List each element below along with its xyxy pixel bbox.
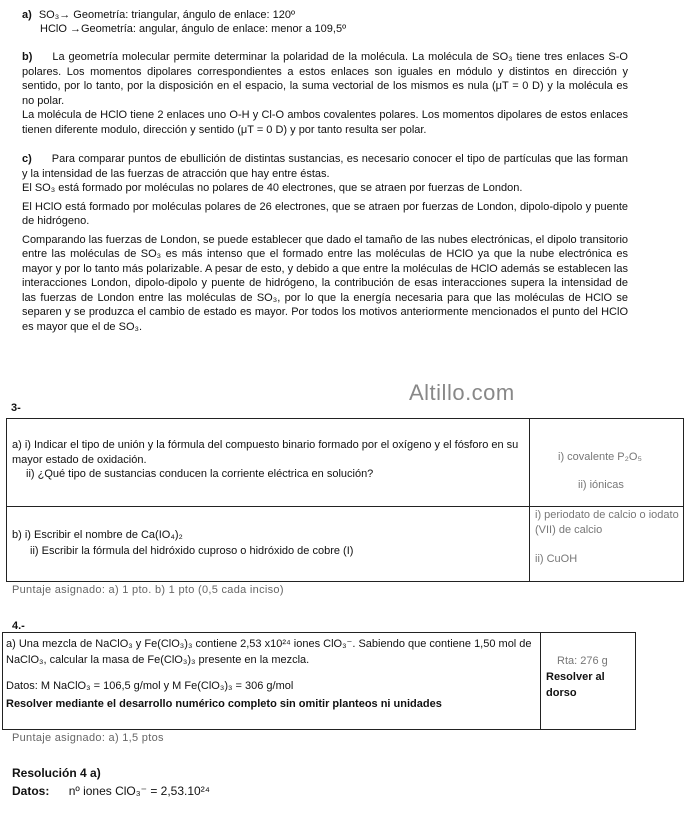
resolucion-title: Resolución 4 a) <box>12 766 101 780</box>
q4-question <box>6 636 534 712</box>
q3-points: Puntaje asignado: a) 1 pto. b) 1 pto (0,5 cada inciso) <box>12 584 284 596</box>
section-c <box>22 152 628 334</box>
section-b-text1: La geometría molecular permite determinar la polaridad de la molécula. La molécula de SO₃ tiene tres enlaces S-O polares. Los momentos dipolares correspondientes a estos enlaces son iguales en módulo y distintos en dirección y sentido, por lo tanto, por la disposición en el espacio, la suma vectorial de los mismos es nula (μT = 0 D) y la molécula es no polar. <box>22 51 628 107</box>
section-c-text3: El HClO está formado por moléculas polares de 26 electrones, que se atraen por fuerzas de London, dipolo-dipolo y puente de hidrógeno. <box>22 200 628 227</box>
q4-points: Puntaje asignado: a) 1,5 ptos <box>12 732 164 744</box>
q3-divider-v <box>529 418 530 581</box>
q4-question-text: a) Una mezcla de NaClO₃ y Fe(ClO₃)₃ contiene 2,53 x10²⁴ iones ClO₃⁻. Sabiendo que contiene 1,50 mol de NaClO₃, calcular la masa de Fe(ClO₃)₃ presente en la mezcla. <box>6 638 532 666</box>
q4-number: 4.- <box>12 620 25 632</box>
q4-resolver: Resolver al dorso <box>546 671 605 699</box>
section-b-text2: La molécula de HClO tiene 2 enlaces uno O-H y Cl-O ambos covalentes polares. Los momentos dipolares de estos enlaces tienen diferente modulo, dirección y sentido (μT = 0 D) y por tanto resulta ser polar. <box>22 109 628 136</box>
section-c-text4: Comparando las fuerzas de London, se puede establecer que dado el tamaño de las nubes electrónicas, el dipolo transitorio entre las moléculas de SO₃ es más intenso que el formado entre las moléculas de HClO ya que la nube electrónica es mayor y por lo tanto más polarizable. A pesar de esto, y debido a que entre la moléculas de HClO además se establecen las interacciones London, dipolo-dipolo y puente de hidrógeno, la contribución de esas interacciones supera la intensidad de las fuerzas de London entre las moléculas de SO₃, por lo que la energía necesaria para que las moléculas de HClO se separen y se produzca el cambio de estado es mayor. Por todos los motivos anteriormente mencionados el punto del HClO es mayor que el de SO₃. <box>22 233 629 333</box>
q3-row2-part-ii: ii) Escribir la fórmula del hidróxido cuproso o hidróxido de cobre (I) <box>30 545 354 557</box>
q3-row1-question <box>12 438 524 482</box>
section-c-p1 <box>22 152 628 181</box>
q3-row1-answer-i: i) covalente P₂O₅ <box>558 451 642 463</box>
hclo-geometry: HClO →Geometría: angular, ángulo de enlace: menor a 109,5º <box>40 23 347 35</box>
q4-instruction: Resolver mediante el desarrollo numérico completo sin omitir planteos ni unidades <box>6 698 442 710</box>
q3-row2-question <box>12 527 524 559</box>
section-c-text1: Para comparar puntos de ebullición de distintas sustancias, es necesario conocer el tipo de partículas que las forman y la intensidad de las fuerzas de atracción que hay entre éstas. <box>22 153 628 180</box>
resolucion-datos <box>12 784 210 798</box>
q3-row1-part-ii: ii) ¿Qué tipo de sustancias conducen la corriente eléctrica en solución? <box>26 468 374 480</box>
altillo-watermark: Altillo.com <box>409 380 515 405</box>
q3-row2-answer-ii: ii) CuOH <box>535 553 578 565</box>
datos-label: Datos: <box>12 784 50 798</box>
section-c-label: c) <box>22 153 32 165</box>
section-c-text2: El SO₃ está formado por moléculas no polares de 40 electrones, que se atraen por fuerzas de London. <box>22 182 523 194</box>
q3-row2-part-i: b) i) Escribir el nombre de Ca(IO₄)₂ <box>12 529 183 541</box>
section-b-p1 <box>22 50 628 108</box>
section-a-line1 <box>22 8 346 22</box>
q3-row1-answer-ii: ii) iónicas <box>578 479 624 491</box>
section-b <box>22 50 628 137</box>
q3-row2-answer-i: i) periodato de calcio o iodato (VII) de calcio <box>535 509 679 536</box>
q3-row1-part-i: a) i) Indicar el tipo de unión y la fórmula del compuesto binario formado por el oxígeno y el fósforo en su mayor estado de oxidación. <box>12 439 519 466</box>
so3-geometry: SO₃→ Geometría: triangular, ángulo de enlace: 120º <box>38 9 295 21</box>
datos-value: nº iones ClO₃⁻ = 2,53.10²⁴ <box>68 784 210 798</box>
q3-number: 3- <box>11 402 21 414</box>
q4-data-line: Datos: M NaClO₃ = 106,5 g/mol y M Fe(ClO₃)₃ = 306 g/mol <box>6 680 294 692</box>
q4-rta: Rta: 276 g <box>557 655 608 667</box>
q3-divider-h <box>6 506 683 507</box>
section-b-label: b) <box>22 51 33 63</box>
q4-divider-v <box>540 632 541 729</box>
section-a <box>22 8 346 36</box>
section-a-label: a) <box>22 9 32 21</box>
